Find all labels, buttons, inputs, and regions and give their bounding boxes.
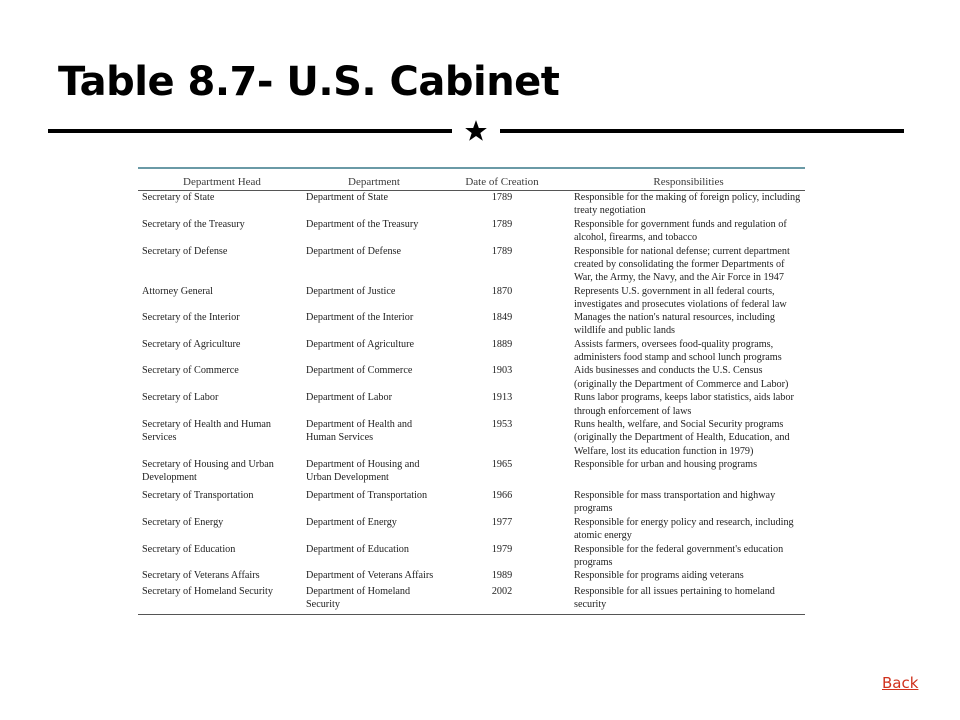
cell-year: 1966: [491, 489, 513, 501]
cell-year: 1989: [491, 570, 513, 582]
cell-dept: Department of Education: [306, 543, 409, 555]
cell-year: 1789: [491, 192, 513, 203]
cell-dept: Department of Defense: [306, 245, 402, 257]
cell-head: Secretary of State: [142, 192, 215, 203]
cell-dept: Department of the Treasury: [306, 218, 419, 230]
cell-head: Secretary of Health and Human Services: [142, 418, 271, 444]
cell-head: Secretary of Energy: [142, 516, 224, 528]
cell-resp: Responsible for all issues pertaining to homeland security: [574, 586, 775, 611]
divider-right: [500, 129, 904, 133]
cell-resp: Represents U.S. government in all federal courts, investigates and prosecutes violations of federal law: [574, 285, 787, 310]
cell-head: Secretary of Labor: [142, 392, 219, 404]
cell-head: Secretary of the Treasury: [142, 218, 245, 230]
table-row: [138, 585, 805, 614]
header-date-of-creation: Date of Creation: [444, 169, 560, 191]
table-row: [138, 191, 805, 218]
cell-dept: Department of Agriculture: [306, 338, 415, 350]
cabinet-table: [138, 169, 805, 614]
cell-dept: Department of Health and Human Services: [306, 418, 413, 444]
cabinet-table-image: [138, 167, 805, 615]
cell-year: 1849: [491, 312, 513, 324]
cell-year: 1977: [491, 516, 513, 528]
divider-left: [48, 129, 452, 133]
table-row: [138, 338, 805, 365]
cell-head: Secretary of Defense: [142, 245, 228, 257]
cell-dept: Department of the Interior: [306, 312, 414, 324]
table-row: [138, 311, 805, 338]
cell-head: Secretary of Agriculture: [142, 338, 241, 350]
cell-head: Secretary of Homeland Security: [142, 586, 273, 598]
cell-year: 1953: [491, 418, 513, 430]
cell-head: Secretary of Veterans Affairs: [142, 570, 260, 582]
header-responsibilities: Responsibilities: [560, 169, 805, 191]
cell-dept: Department of Veterans Affairs: [306, 570, 434, 582]
slide-title: Table 8.7- U.S. Cabinet: [58, 59, 560, 105]
table-row: [138, 364, 805, 391]
cell-dept: Department of Labor: [306, 392, 392, 404]
cell-year: 1889: [491, 338, 513, 350]
cell-resp: Responsible for energy policy and research, including atomic energy: [574, 516, 794, 542]
table-row: [138, 569, 805, 585]
cell-head: Secretary of Transportation: [142, 489, 254, 501]
table-header-row: [138, 169, 805, 191]
table-row: [138, 458, 805, 489]
cell-resp: Responsible for the making of foreign policy, including treaty negotiation: [574, 192, 801, 217]
cell-resp: Responsible for programs aiding veterans: [574, 570, 744, 582]
header-department-head: Department Head: [138, 169, 304, 191]
table-row: [138, 489, 805, 516]
table-row: [138, 543, 805, 570]
cell-dept: Department of Justice: [306, 285, 396, 297]
back-link[interactable]: Back: [882, 674, 919, 692]
star-icon: [463, 118, 489, 144]
table-row: [138, 218, 805, 245]
cell-resp: Responsible for mass transportation and highway programs: [574, 489, 776, 515]
cell-year: 1965: [491, 458, 513, 470]
table-row: [138, 245, 805, 285]
cell-year: 1789: [491, 245, 513, 257]
table-bottom-rule: [138, 614, 805, 615]
table-row: [138, 285, 805, 312]
table-row: [138, 418, 805, 458]
cell-resp: Manages the nation's natural resources, including wildlife and public lands: [574, 312, 775, 337]
cell-resp: Responsible for the federal government's education programs: [574, 543, 784, 568]
cell-resp: Aids businesses and conducts the U.S. Census (originally the Department of Commerce and Labor): [574, 365, 789, 390]
table-row: [138, 391, 805, 418]
cell-resp: Responsible for urban and housing programs: [574, 458, 758, 470]
table-row: [138, 516, 805, 543]
cell-head: Secretary of Commerce: [142, 365, 239, 377]
cell-head: Attorney General: [142, 285, 213, 297]
cell-resp: Runs labor programs, keeps labor statistics, aids labor through enforcement of laws: [574, 392, 794, 417]
cell-dept: Department of Energy: [306, 516, 397, 528]
header-department: Department: [304, 169, 444, 191]
cell-year: 1789: [491, 218, 513, 230]
cell-dept: Department of Homeland Security: [306, 586, 411, 611]
cell-year: 1870: [491, 285, 513, 297]
cell-year: 2002: [491, 586, 513, 598]
cell-dept: Department of Transportation: [306, 489, 428, 501]
cell-dept: Department of Housing and Urban Development: [306, 458, 420, 484]
cell-head: Secretary of Education: [142, 543, 236, 555]
cell-resp: Responsible for government funds and regulation of alcohol, firearms, and tobacco: [574, 218, 787, 243]
cell-head: Secretary of the Interior: [142, 312, 240, 324]
cell-dept: Department of State: [306, 192, 389, 203]
cell-year: 1979: [491, 543, 513, 555]
cell-resp: Runs health, welfare, and Social Security programs (originally the Department of Health, Education, and Welfare, lost its education function in 1979): [574, 418, 790, 457]
cell-year: 1913: [491, 392, 513, 404]
cell-resp: Responsible for national defense; current department created by consolidating the former Departments of War, the Army, the Navy, and the Air Force in 1947: [574, 245, 790, 284]
cell-year: 1903: [491, 365, 513, 377]
cell-dept: Department of Commerce: [306, 365, 413, 377]
cell-resp: Assists farmers, oversees food-quality programs, administers food stamp and school lunch programs: [574, 338, 782, 364]
cell-head: Secretary of Housing and Urban Development: [142, 458, 274, 484]
